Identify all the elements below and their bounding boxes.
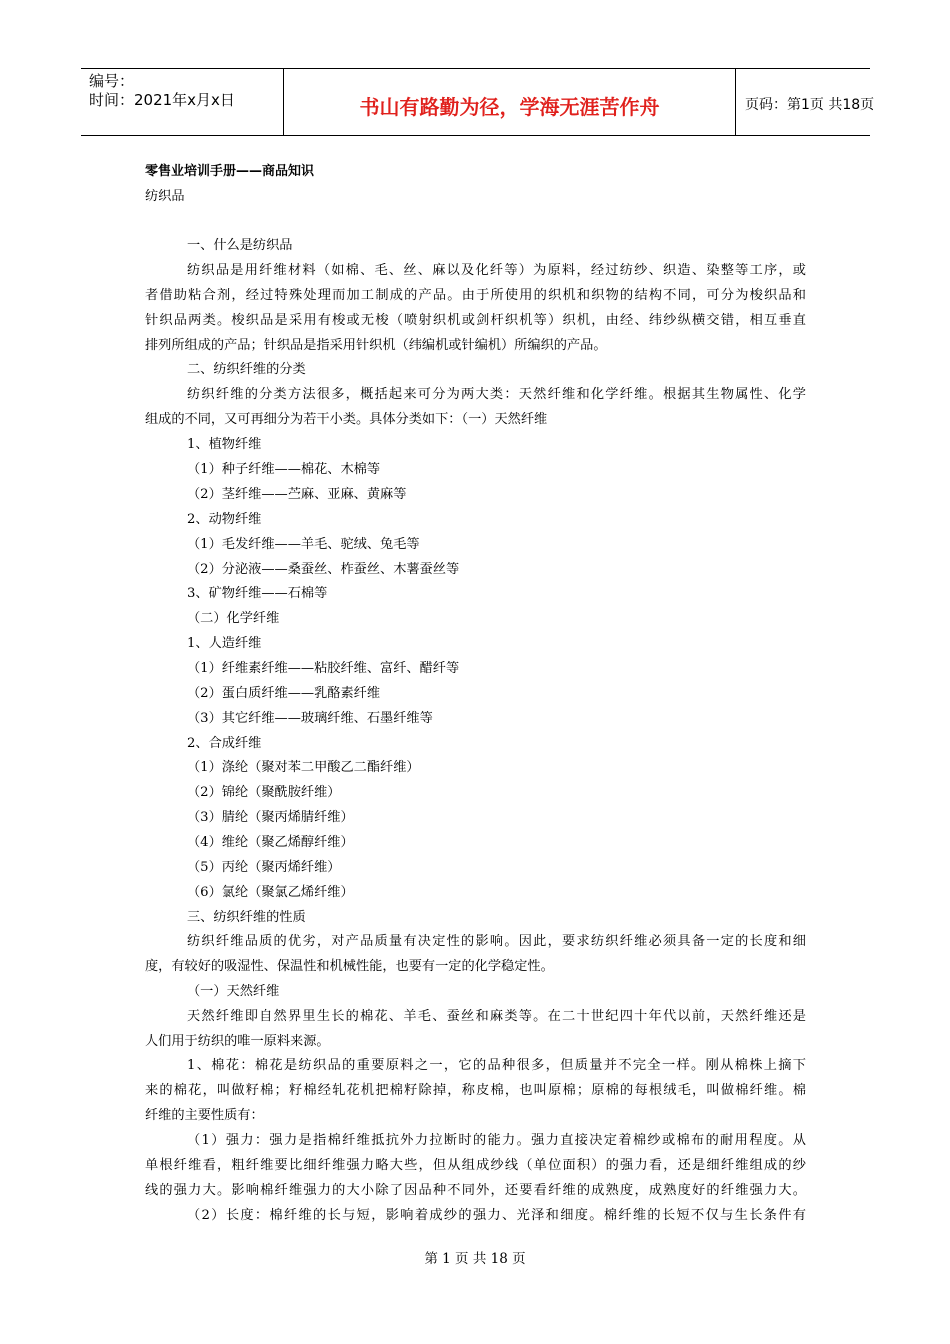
paragraph-line: 纺织纤维品质的优劣，对产品质量有决定性的影响。因此，要求纺织纤维必须具备一定的长度和细	[187, 934, 806, 949]
section-heading: 二、纺织纤维的分类	[187, 362, 306, 377]
list-item: （二）化学纤维	[187, 611, 280, 626]
paragraph-line: 组成的不同，又可再细分为若干小类。具体分类如下：（一）天然纤维	[145, 412, 548, 427]
page-code-label: 页码：第1页 共18页	[745, 97, 875, 113]
paragraph-line: 天然纤维即自然界里生长的棉花、羊毛、蚕丝和麻类等。在二十世纪四十年代以前，天然纤维还是	[187, 1009, 806, 1024]
list-item: （5）丙纶（聚丙烯纤维）	[187, 860, 341, 875]
subsection-heading: （一）天然纤维	[187, 984, 280, 999]
paragraph-line: 1、棉花：棉花是纺织品的重要原料之一，它的品种很多，但质量并不完全一样。刚从棉株上摘下	[187, 1058, 806, 1073]
document-subtitle: 纺织品	[145, 189, 185, 204]
list-item: 2、动物纤维	[187, 512, 262, 527]
list-item: （2）茎纤维——苎麻、亚麻、黄麻等	[187, 487, 407, 502]
list-item: （2）锦纶（聚酰胺纤维）	[187, 785, 341, 800]
list-item: （3）其它纤维——玻璃纤维、石墨纤维等	[187, 711, 433, 726]
document-time-label: 时间：2021年x月x日	[89, 91, 235, 109]
paragraph-line: 排列所组成的产品；针织品是指采用针织机（纬编机或针编机）所编织的产品。	[145, 338, 607, 353]
list-item: 1、人造纤维	[187, 636, 262, 651]
list-item: （3）腈纶（聚丙烯腈纤维）	[187, 810, 354, 825]
list-item: （1）纤维素纤维——粘胶纤维、富纤、醋纤等	[187, 661, 460, 676]
list-item: （1）种子纤维——棉花、木棉等	[187, 462, 381, 477]
document-number-label: 编号：	[89, 72, 135, 90]
list-item: 2、合成纤维	[187, 736, 262, 751]
list-item: 1、植物纤维	[187, 437, 262, 452]
page-footer: 第 1 页 共 18 页	[424, 1251, 526, 1267]
paragraph-line: 者借助粘合剂，经过特殊处理而加工制成的产品。由于所使用的织机和织物的结构不同，可分为梭织品和	[145, 288, 806, 303]
section-heading: 一、什么是纺织品	[187, 238, 293, 253]
list-item: （6）氯纶（聚氯乙烯纤维）	[187, 885, 354, 900]
paragraph-line: 线的强力大。影响棉纤维强力的大小除了因品种不同外，还要看纤维的成熟度，成熟度好的纤维强力大。	[145, 1183, 806, 1198]
paragraph-line: 单根纤维看，粗纤维要比细纤维强力略大些，但从组成纱线（单位面积）的强力看，还是细纤维组成的纱	[145, 1158, 806, 1173]
paragraph-line: 针织品两类。梭织品是采用有梭或无梭（喷射织机或剑杆织机等）织机，由经、纬纱纵横交错，相互垂直	[145, 313, 806, 328]
paragraph-line: （2）长度：棉纤维的长与短，影响着成纱的强力、光泽和细度。棉纤维的长短不仅与生长条件有	[187, 1208, 806, 1223]
list-item: （2）分泌液——桑蚕丝、柞蚕丝、木薯蚕丝等	[187, 562, 460, 577]
paragraph-line: 纤维的主要性质有：	[145, 1108, 264, 1123]
paragraph-line: 人们用于纺织的唯一原料来源。	[145, 1034, 330, 1049]
paragraph-line: 度，有较好的吸湿性、保温性和机械性能，也要有一定的化学稳定性。	[145, 959, 554, 974]
list-item: （1）毛发纤维——羊毛、驼绒、兔毛等	[187, 537, 420, 552]
list-item: 3、矿物纤维——石棉等	[187, 586, 328, 601]
paragraph-line: （1）强力：强力是指棉纤维抵抗外力拉断时的能力。强力直接决定着棉纱或棉布的耐用程度。从	[187, 1133, 806, 1148]
paragraph-line: 纺织纤维的分类方法很多，概括起来可分为两大类：天然纤维和化学纤维。根据其生物属性、化学	[187, 387, 806, 402]
list-item: （4）维纶（聚乙烯醇纤维）	[187, 835, 354, 850]
paragraph-line: 纺织品是用纤维材料（如棉、毛、丝、麻以及化纤等）为原料，经过纺纱、织造、染整等工序，或	[187, 263, 806, 278]
paragraph-line: 来的棉花，叫做籽棉；籽棉经轧花机把棉籽除掉，称皮棉，也叫原棉；原棉的每根绒毛，叫做棉纤维。棉	[145, 1083, 806, 1098]
motto-text: 书山有路勤为径，学海无涯苦作舟	[359, 95, 660, 119]
list-item: （1）涤纶（聚对苯二甲酸乙二酯纤维）	[187, 760, 420, 775]
section-heading: 三、纺织纤维的性质	[187, 910, 306, 925]
list-item: （2）蛋白质纤维——乳酪素纤维	[187, 686, 381, 701]
document-title: 零售业培训手册——商品知识	[145, 164, 315, 179]
